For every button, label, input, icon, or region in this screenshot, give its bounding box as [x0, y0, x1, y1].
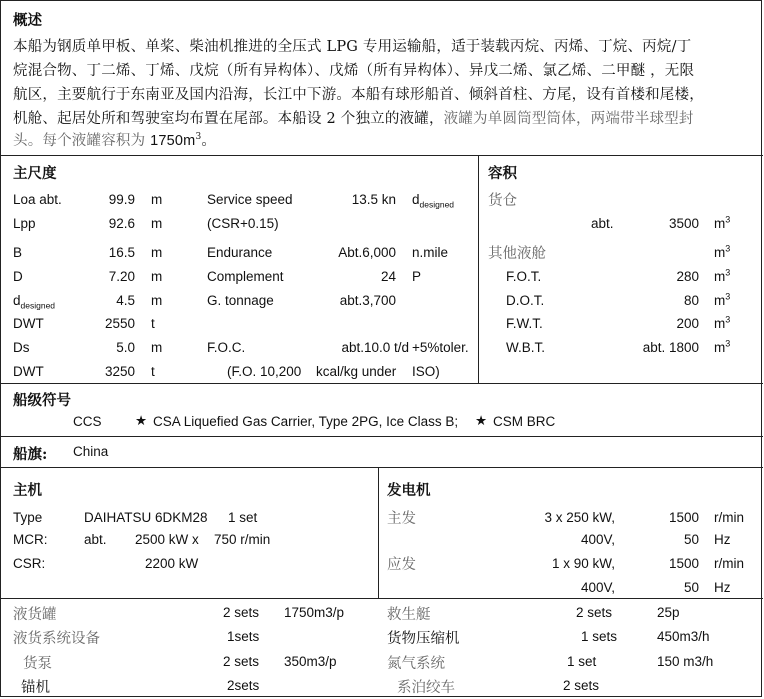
divider — [1, 436, 763, 437]
engine-count: 1 set — [228, 510, 258, 525]
complement-value: 24 — [380, 269, 396, 284]
cargo-pump-qty: 2 sets — [223, 654, 260, 669]
gt-label: G. tonnage — [207, 293, 274, 308]
emergency-generator-label: 应发 — [387, 557, 416, 573]
class-title: 船级符号 — [13, 392, 71, 409]
main-generator-label: 主发 — [387, 511, 416, 527]
lifeboat-label: 救生艇 — [387, 607, 431, 623]
fo-note: (F.O. 10,200 — [227, 364, 302, 379]
b-unit: m — [151, 245, 163, 260]
ds-unit: m — [151, 340, 163, 355]
fot-unit: $m^3$ — [714, 267, 731, 284]
ddesigned-label: $d_{designed}$ — [13, 293, 56, 311]
star-icon: ★ — [475, 413, 488, 428]
cargo-pump-spec: 350m3/p — [284, 654, 337, 669]
overview-line: 航区，主要航行于东南亚及国内沿海，长江中下游。本船有球形船首、倾斜首柱、方尾，设有首楼和尾楼， — [13, 87, 704, 103]
ddesigned-value: 4.5 — [116, 293, 135, 308]
fwt-unit: $m^3$ — [714, 314, 731, 331]
main-generator-qty: 3 x 250 kW, — [544, 510, 615, 525]
class-society: CCS — [73, 414, 102, 429]
dwt-unit: t — [151, 316, 155, 331]
loa-value: 99.9 — [108, 192, 135, 207]
dwt-label: DWT — [13, 316, 44, 331]
nitrogen-label: 氮气系统 — [387, 656, 445, 672]
d-unit: m — [151, 269, 163, 284]
fot-label: F.O.T. — [506, 269, 542, 284]
divider — [1, 383, 763, 384]
emergency-generator-hz: 50 — [683, 580, 699, 595]
star-icon: ★ — [135, 413, 148, 428]
compressor-qty: 1 sets — [581, 629, 618, 644]
class-brc: CSM BRC — [493, 414, 556, 429]
fo-note: ISO) — [412, 364, 440, 379]
hold-value: 3500 — [668, 216, 699, 231]
csr-value: 2200 kW — [145, 556, 199, 571]
b-value: 16.5 — [108, 245, 135, 260]
wbt-unit: $m^3$ — [714, 338, 731, 355]
loa-label: Loa abt. — [13, 192, 62, 207]
foc-tolerance: +5%toler. — [412, 340, 469, 355]
lpp-label: Lpp — [13, 216, 36, 231]
endurance-unit: n.mile — [412, 245, 449, 260]
ddesigned-unit: m — [151, 293, 163, 308]
main-generator-hz-unit: Hz — [714, 532, 731, 547]
fwt-value: 200 — [676, 316, 699, 331]
mcr-value: 2500 kW x — [135, 532, 199, 547]
complement-unit: P — [412, 269, 422, 284]
dot-label: D.O.T. — [506, 293, 545, 308]
divider — [1, 467, 763, 468]
nitrogen-qty: 1 set — [567, 654, 597, 669]
cargo-tank-qty: 2 sets — [223, 605, 260, 620]
overview-title: 概述 — [13, 12, 42, 29]
engine-type-label: Type — [13, 510, 43, 525]
divider — [478, 155, 479, 383]
divider — [378, 467, 379, 598]
dwt-value: 2550 — [104, 316, 135, 331]
dwt-ds-value: 3250 — [104, 364, 135, 379]
mooring-winch-label: 系泊绞车 — [397, 680, 455, 696]
main-generator-rpm: 1500 — [668, 510, 699, 525]
complement-label: Complement — [207, 269, 284, 284]
wbt-value: abt. 1800 — [642, 340, 699, 355]
mcr-label: MCR: — [13, 532, 48, 547]
hold-abt: abt. — [591, 216, 614, 231]
lifeboat-qty: 2 sets — [576, 605, 613, 620]
class-notation: CSA Liquefied Gas Carrier, Type 2PG, Ice Class B; — [153, 414, 459, 429]
dwt-ds-unit: t — [151, 364, 155, 379]
hold-unit: $m^3$ — [714, 214, 731, 231]
dwt-ds-label: DWT — [13, 364, 44, 379]
other-tanks-label: 其他液舱 — [488, 246, 546, 262]
nitrogen-spec: 150 m3/h — [657, 654, 714, 669]
overview-line: 烷混合物、丁二烯、丁烯、戊烷（所有异构体）、戊烯（所有异构体）、异戊二烯、氯乙烯、二甲醚 ，无限 — [13, 63, 695, 79]
loa-unit: m — [151, 192, 163, 207]
mcr-abt: abt. — [84, 532, 107, 547]
lpp-value: 92.6 — [108, 216, 135, 231]
main-generator-volt: 400V, — [580, 532, 615, 547]
overview-line: 头。每个液罐容积为 $1750m^3$。 — [13, 132, 217, 149]
wbt-label: W.B.T. — [506, 340, 546, 355]
b-label: B — [13, 245, 23, 260]
cargo-system-label: 液货系统设备 — [13, 631, 100, 647]
csr-margin: (CSR+0.15) — [207, 216, 279, 231]
endurance-value: Abt.6,000 — [338, 245, 396, 260]
overview-line: 本船为钢质单甲板、单桨、柴油机推进的全压式 LPG 专用运输船，适于装载丙烷、丙烯、丁烷、丙烷/丁 — [13, 39, 692, 55]
ds-label: Ds — [13, 340, 30, 355]
main-generator-rpm-unit: r/min — [714, 510, 744, 525]
flag-title: 船旗: — [13, 446, 48, 463]
compressor-spec: 450m3/h — [657, 629, 710, 644]
mcr-rpm: 750 r/min — [214, 532, 271, 547]
emergency-generator-rpm: 1500 — [668, 556, 699, 571]
gt-value: abt.3,700 — [339, 293, 396, 308]
csr-label: CSR: — [13, 556, 46, 571]
cargo-tank-spec: 1750m3/p — [284, 605, 345, 620]
cargo-system-qty: 1sets — [227, 629, 260, 644]
fot-value: 280 — [676, 269, 699, 284]
emergency-generator-volt: 400V, — [580, 580, 615, 595]
flag-value: China — [73, 444, 109, 459]
foc-value: abt.10.0 t/d — [341, 340, 409, 355]
divider — [1, 598, 763, 599]
fo-note: kcal/kg under — [316, 364, 397, 379]
fwt-label: F.W.T. — [506, 316, 543, 331]
compressor-label: 货物压缩机 — [387, 631, 460, 647]
overview-line: 机舱、起居处所和驾驶室均布置在尾部。本船设 2 个独立的液罐，液罐为单圆筒型筒体，两端带半球型封 — [13, 111, 694, 127]
main-engine-title: 主机 — [13, 482, 42, 499]
emergency-generator-qty: 1 x 90 kW, — [551, 556, 615, 571]
generator-title: 发电机 — [387, 482, 431, 499]
dot-value: 80 — [683, 293, 699, 308]
other-tanks-unit: $m^3$ — [714, 243, 731, 260]
windlass-label: 锚机 — [21, 680, 50, 696]
dimensions-title: 主尺度 — [13, 165, 57, 182]
engine-type-value: DAIHATSU 6DKM28 — [84, 510, 208, 525]
lifeboat-spec: 25p — [657, 605, 680, 620]
lpp-unit: m — [151, 216, 163, 231]
speed-label: Service speed — [207, 192, 293, 207]
endurance-label: Endurance — [207, 245, 273, 260]
windlass-qty: 2sets — [227, 678, 260, 693]
d-label: D — [13, 269, 23, 284]
d-value: 7.20 — [108, 269, 135, 284]
hold-label: 货仓 — [488, 193, 517, 209]
emergency-generator-rpm-unit: r/min — [714, 556, 744, 571]
ds-value: 5.0 — [116, 340, 135, 355]
speed-unit: $d_{designed}$ — [412, 192, 455, 210]
foc-label: F.O.C. — [207, 340, 246, 355]
mooring-winch-qty: 2 sets — [563, 678, 600, 693]
dot-unit: $m^3$ — [714, 291, 731, 308]
cargo-pump-label: 货泵 — [23, 656, 52, 672]
emergency-generator-hz-unit: Hz — [714, 580, 731, 595]
cargo-tank-label: 液货罐 — [13, 607, 57, 623]
main-generator-hz: 50 — [683, 532, 699, 547]
speed-value: 13.5 kn — [351, 192, 396, 207]
capacity-title: 容积 — [488, 165, 517, 182]
divider — [1, 155, 763, 156]
